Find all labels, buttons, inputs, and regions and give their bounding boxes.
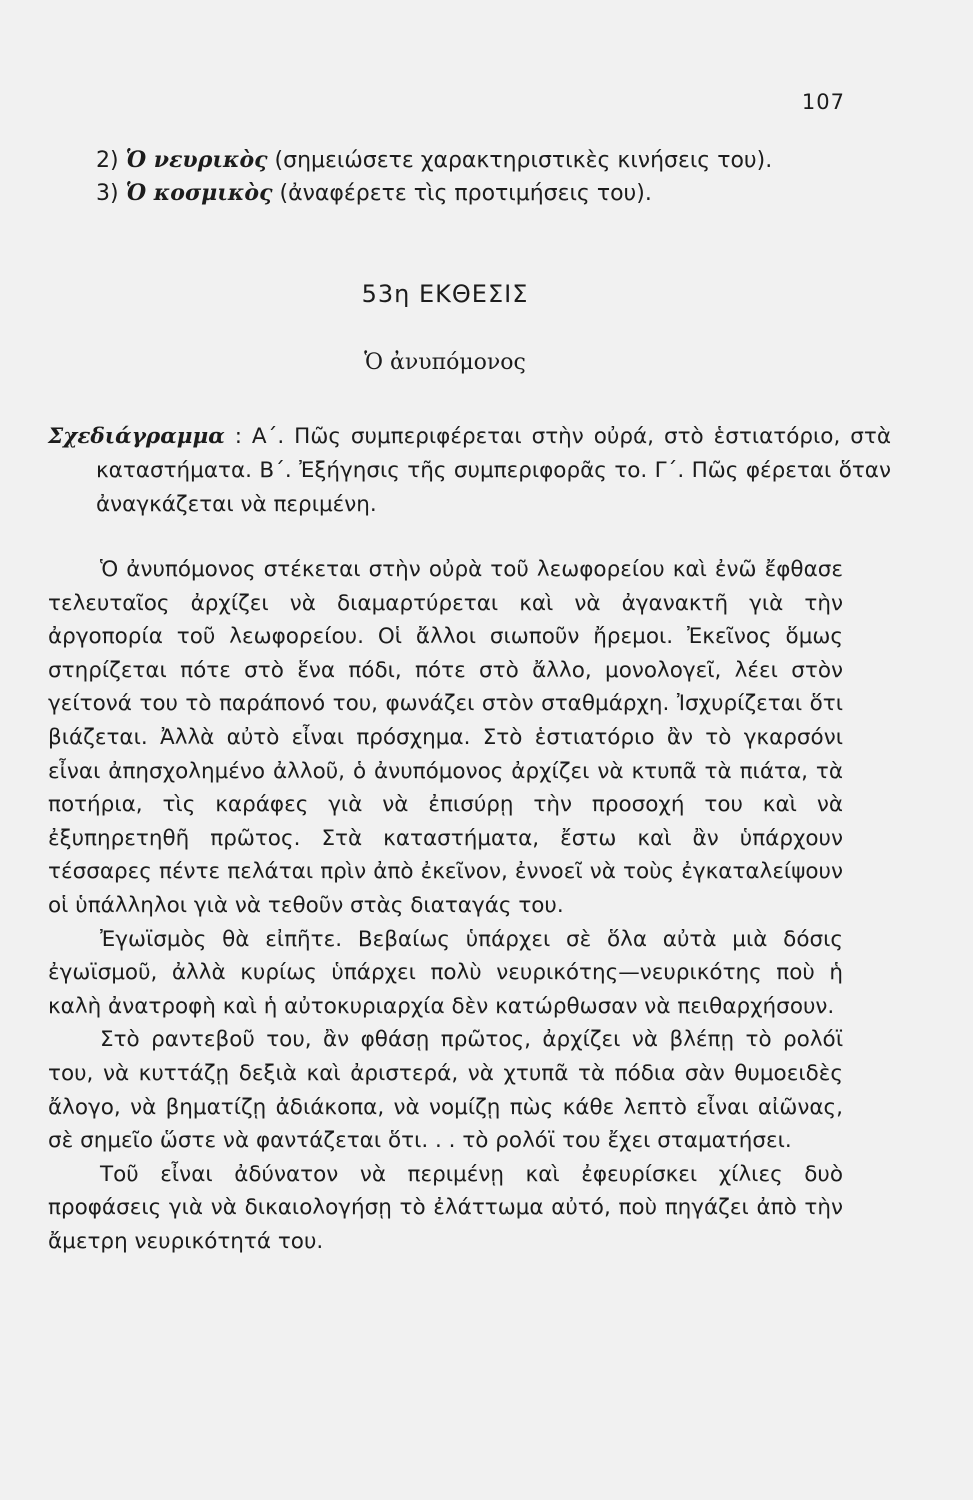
intro-item-3-number: 3): [96, 181, 126, 206]
intro-item-2: [96, 144, 856, 177]
essay-body: [48, 553, 843, 1258]
section-title: 53η ΕΚΘΕΣΙΣ: [361, 280, 529, 308]
intro-item-3-text: (ἀναφέρετε τὶς προτιμήσεις του).: [272, 181, 652, 206]
outline-label: Σχεδιάγραμμα: [48, 424, 225, 449]
paragraph-3: Στὸ ραντεβοῦ του, ἂν φθάσῃ πρῶτος, ἀρχίζει νὰ βλέπῃ τὸ ρολόϊ του, νὰ κυττάζῃ δεξιὰ καὶ ἀριστερά, νὰ χτυπᾶ τὰ πόδια σὰν θυμοειδὲς ἄλογο, νὰ βηματίζῃ ἀδιάκοπα, νὰ νομίζῃ πὼς κάθε λεπτὸ εἶναι αἰῶνας, σὲ σημεῖο ὥστε νὰ φαντάζεται ὅτι. . . τὸ ρολόϊ του ἔχει σταματήσει.: [48, 1027, 843, 1154]
paragraph-2: Ἐγωϊσμὸς θὰ εἰπῆτε. Βεβαίως ὑπάρχει σὲ ὅλα αὐτὰ μιὰ δόσις ἐγωϊσμοῦ, ἀλλὰ κυρίως ὑπάρχει πολὺ νευρικότης—νευρικότης ποὺ ἡ καλὴ ἀνατροφὴ καὶ ἡ αὐτοκυριαρχία δὲν κατώρθωσαν νὰ πειθαρχήσουν.: [48, 926, 843, 1019]
intro-item-2-number: 2): [96, 148, 126, 173]
outline-text: : Α΄. Πῶς συμπεριφέρεται στὴν οὐρά, στὸ ἑστιατόριο, στὰ καταστήματα. Β΄. Ἐξήγησις τῆς συμπεριφορᾶς το. Γ΄. Πῶς φέρεται ὅταν ἀναγκάζεται νὰ περιμένη.: [96, 424, 891, 517]
outline: [48, 420, 891, 522]
paragraph-4: Τοῦ εἶναι ἀδύνατον νὰ περιμένῃ καὶ ἐφευρίσκει χίλιες δυὸ προφάσεις γιὰ νὰ δικαιολογήσῃ τὸ ἐλάττωμα αὐτό, ποὺ πηγάζει ἀπὸ τὴν ἄμετρη νευρικότητά του.: [48, 1161, 843, 1254]
essay-title: Ὁ ἀνυπόμονος: [364, 350, 526, 375]
intro-item-2-text: (σημειώσετε χαρακτηριστικὲς κινήσεις του).: [267, 148, 773, 173]
intro-item-3-term: Ὁ κοσμικὸς: [125, 180, 273, 206]
page-number: 107: [801, 90, 845, 114]
paragraph-1: Ὁ ἀνυπόμονος στέκεται στὴν οὐρὰ τοῦ λεωφορείου καὶ ἐνῶ ἔφθασε τελευταῖος ἀρχίζει νὰ διαμαρτύρεται καὶ νὰ ἀγανακτῆ γιὰ τὴν ἀργοπορία τοῦ λεωφορείου. Οἱ ἄλλοι σιωποῦν ἤρεμοι. Ἐκεῖνος ὅμως στηρίζεται πότε στὸ ἕνα πόδι, πότε στὸ ἄλλο, μονολογεῖ, λέει στὸν γείτονά του τὸ παράπονό του, φωνάζει στὸν σταθμάρχη. Ἰσχυρίζεται ὅτι βιάζεται. Ἀλλὰ αὐτὸ εἶναι πρόσχημα. Στὸ ἑστιατόριο ἂν τὸ γκαρσόνι εἶναι ἀπησχολημένο ἀλλοῦ, ὁ ἀνυπόμονος ἀρχίζει νὰ κτυπᾶ τὰ πιάτα, τὰ ποτήρια, τὶς καράφες γιὰ νὰ ἐπισύρῃ τὴν προσοχή του καὶ νὰ ἐξυπηρετηθῆ πρῶτος. Στὰ καταστήματα, ἔστω καὶ ἂν ὑπάρχουν τέσσαρες πέντε πελάται πρὶν ἀπὸ ἐκεῖνον, ἐννοεῖ νὰ τοὺς ἐγκαταλείψουν οἱ ὑπάλληλοι γιὰ νὰ τεθοῦν στὰς διαταγάς του.: [48, 557, 843, 918]
intro-item-3: [96, 177, 856, 210]
intro-list: [96, 144, 856, 210]
intro-item-2-term: Ὁ νευρικὸς: [125, 147, 268, 173]
